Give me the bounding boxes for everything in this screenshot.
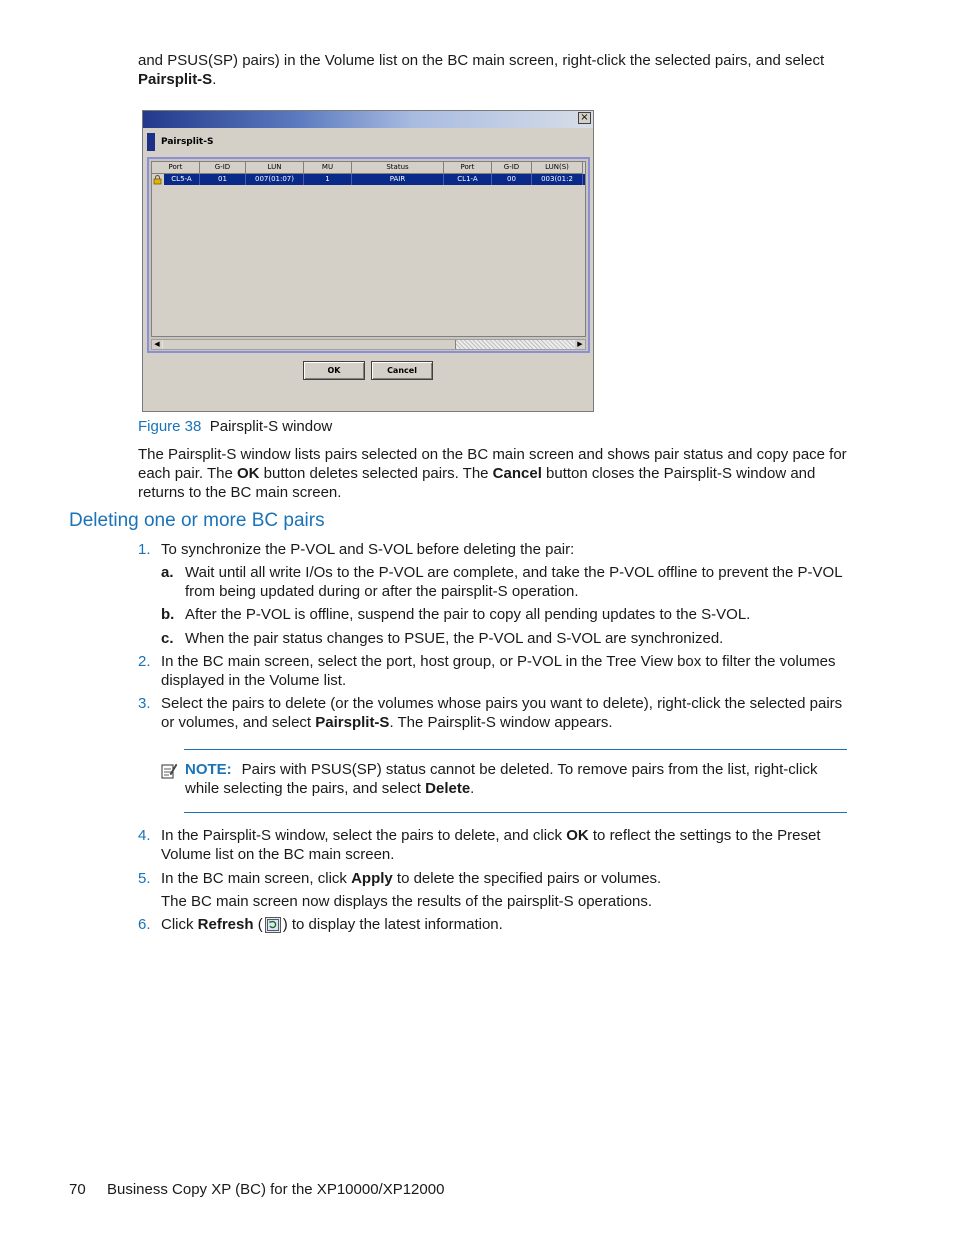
ok-button[interactable]: OK bbox=[303, 361, 365, 380]
figure-label: Figure 38 bbox=[138, 418, 202, 435]
pairsplit-s-window-screenshot bbox=[142, 110, 594, 412]
page-number: 70 bbox=[69, 1181, 86, 1198]
pair-lock-icon bbox=[152, 174, 164, 185]
column-header-g-id[interactable]: G-ID bbox=[200, 162, 246, 174]
column-header-lun[interactable]: LUN bbox=[246, 162, 304, 174]
table-row[interactable] bbox=[152, 174, 585, 185]
window-heading bbox=[147, 133, 213, 151]
horizontal-scrollbar[interactable] bbox=[151, 339, 586, 350]
description-paragraph: The Pairsplit-S window lists pairs selected on the BC main screen and shows pair status and copy pace for each pair. The OK button deletes selected pairs. The Cancel button closes the Pairsplit-S window and returns to the BC main screen. bbox=[138, 446, 847, 501]
column-header-lun-s[interactable]: LUN(S) bbox=[532, 162, 583, 174]
column-header-g-id-s[interactable]: G-ID bbox=[492, 162, 532, 174]
cell-port: CL5-A bbox=[164, 174, 200, 185]
note-top-rule bbox=[184, 749, 847, 750]
pair-list-header bbox=[152, 162, 585, 174]
step-1b-letter: b. bbox=[161, 606, 175, 623]
step-1b-text: After the P-VOL is offline, suspend the pair to copy all pending updates to the S-VOL. bbox=[185, 606, 751, 623]
step-3-number: 3. bbox=[138, 695, 151, 712]
step-1c-text: When the pair status changes to PSUE, the P-VOL and S-VOL are synchronized. bbox=[185, 630, 724, 647]
note-icon bbox=[160, 762, 178, 785]
step-2-text: In the BC main screen, select the port, host group, or P-VOL in the Tree View box to filter the volumes displayed in the Volume list. bbox=[161, 653, 836, 689]
cancel-button[interactable]: Cancel bbox=[371, 361, 433, 380]
figure-caption bbox=[138, 417, 332, 436]
scroll-right-icon[interactable]: ▶ bbox=[575, 340, 585, 349]
cell-lun-s: 003(01:2 bbox=[532, 174, 583, 185]
step-5-number: 5. bbox=[138, 870, 151, 887]
step-4-text: In the Pairsplit-S window, select the pairs to delete, and click OK to reflect the settings to the Preset Volume list on the BC main screen. bbox=[161, 827, 821, 863]
step-5-followup: The BC main screen now displays the results of the pairsplit-S operations. bbox=[161, 893, 653, 910]
scrollbar-track[interactable] bbox=[456, 340, 574, 349]
step-1a-text: Wait until all write I/Os to the P-VOL are complete, and take the P-VOL offline to prevent the P-VOL from being updated during or after the pairsplit-S operation. bbox=[185, 564, 842, 600]
column-header-mu[interactable]: MU bbox=[304, 162, 352, 174]
intro-paragraph: and PSUS(SP) pairs) in the Volume list on the BC main screen, right-click the selected pairs, and select Pairsplit-S. bbox=[138, 52, 825, 88]
footer-title: Business Copy XP (BC) for the XP10000/XP12000 bbox=[107, 1181, 445, 1198]
figure-title: Pairsplit-S window bbox=[209, 418, 333, 435]
cell-lun: 007(01:07) bbox=[246, 174, 304, 185]
scroll-left-icon[interactable]: ◀ bbox=[152, 340, 162, 349]
heading-marker bbox=[147, 133, 155, 151]
cell-mu: 1 bbox=[304, 174, 352, 185]
column-header-status[interactable]: Status bbox=[352, 162, 444, 174]
step-1-number: 1. bbox=[138, 541, 151, 558]
step-6-text: Click Refresh ( ) to display the latest information. bbox=[161, 916, 503, 933]
pairsplit-s-term: Pairsplit-S bbox=[138, 71, 213, 88]
column-header-port-s[interactable]: Port bbox=[444, 162, 492, 174]
refresh-icon bbox=[265, 917, 281, 933]
step-6-number: 6. bbox=[138, 916, 151, 933]
note-bottom-rule bbox=[184, 812, 847, 813]
step-4-number: 4. bbox=[138, 827, 151, 844]
step-5-text: In the BC main screen, click Apply to delete the specified pairs or volumes. bbox=[161, 870, 662, 887]
step-3-text: Select the pairs to delete (or the volumes whose pairs you want to delete), right-click the selected pairs or volumes, and select Pairsplit-S. The Pairsplit-S window appears. bbox=[161, 695, 843, 731]
section-heading: Deleting one or more BC pairs bbox=[69, 510, 325, 531]
cell-g-id: 01 bbox=[200, 174, 246, 185]
note-label: NOTE: bbox=[185, 761, 232, 778]
step-1-text: To synchronize the P-VOL and S-VOL before deleting the pair: bbox=[161, 541, 575, 558]
cell-status: PAIR bbox=[352, 174, 444, 185]
scrollbar-thumb[interactable] bbox=[163, 340, 456, 349]
column-header-port[interactable]: Port bbox=[152, 162, 200, 174]
close-icon[interactable]: × bbox=[578, 112, 591, 124]
cell-port-s: CL1-A bbox=[444, 174, 492, 185]
pair-list-frame bbox=[147, 157, 590, 353]
window-titlebar bbox=[143, 111, 593, 128]
step-1a-letter: a. bbox=[161, 564, 174, 581]
note-text: NOTE: Pairs with PSUS(SP) status cannot be deleted. To remove pairs from the list, right-click while selecting the pairs, and select Delete. bbox=[185, 761, 818, 797]
pair-list[interactable] bbox=[151, 161, 586, 337]
cell-g-id-s: 00 bbox=[492, 174, 532, 185]
step-2-number: 2. bbox=[138, 653, 151, 670]
step-1c-letter: c. bbox=[161, 630, 174, 647]
window-heading-text: Pairsplit-S bbox=[161, 137, 214, 147]
